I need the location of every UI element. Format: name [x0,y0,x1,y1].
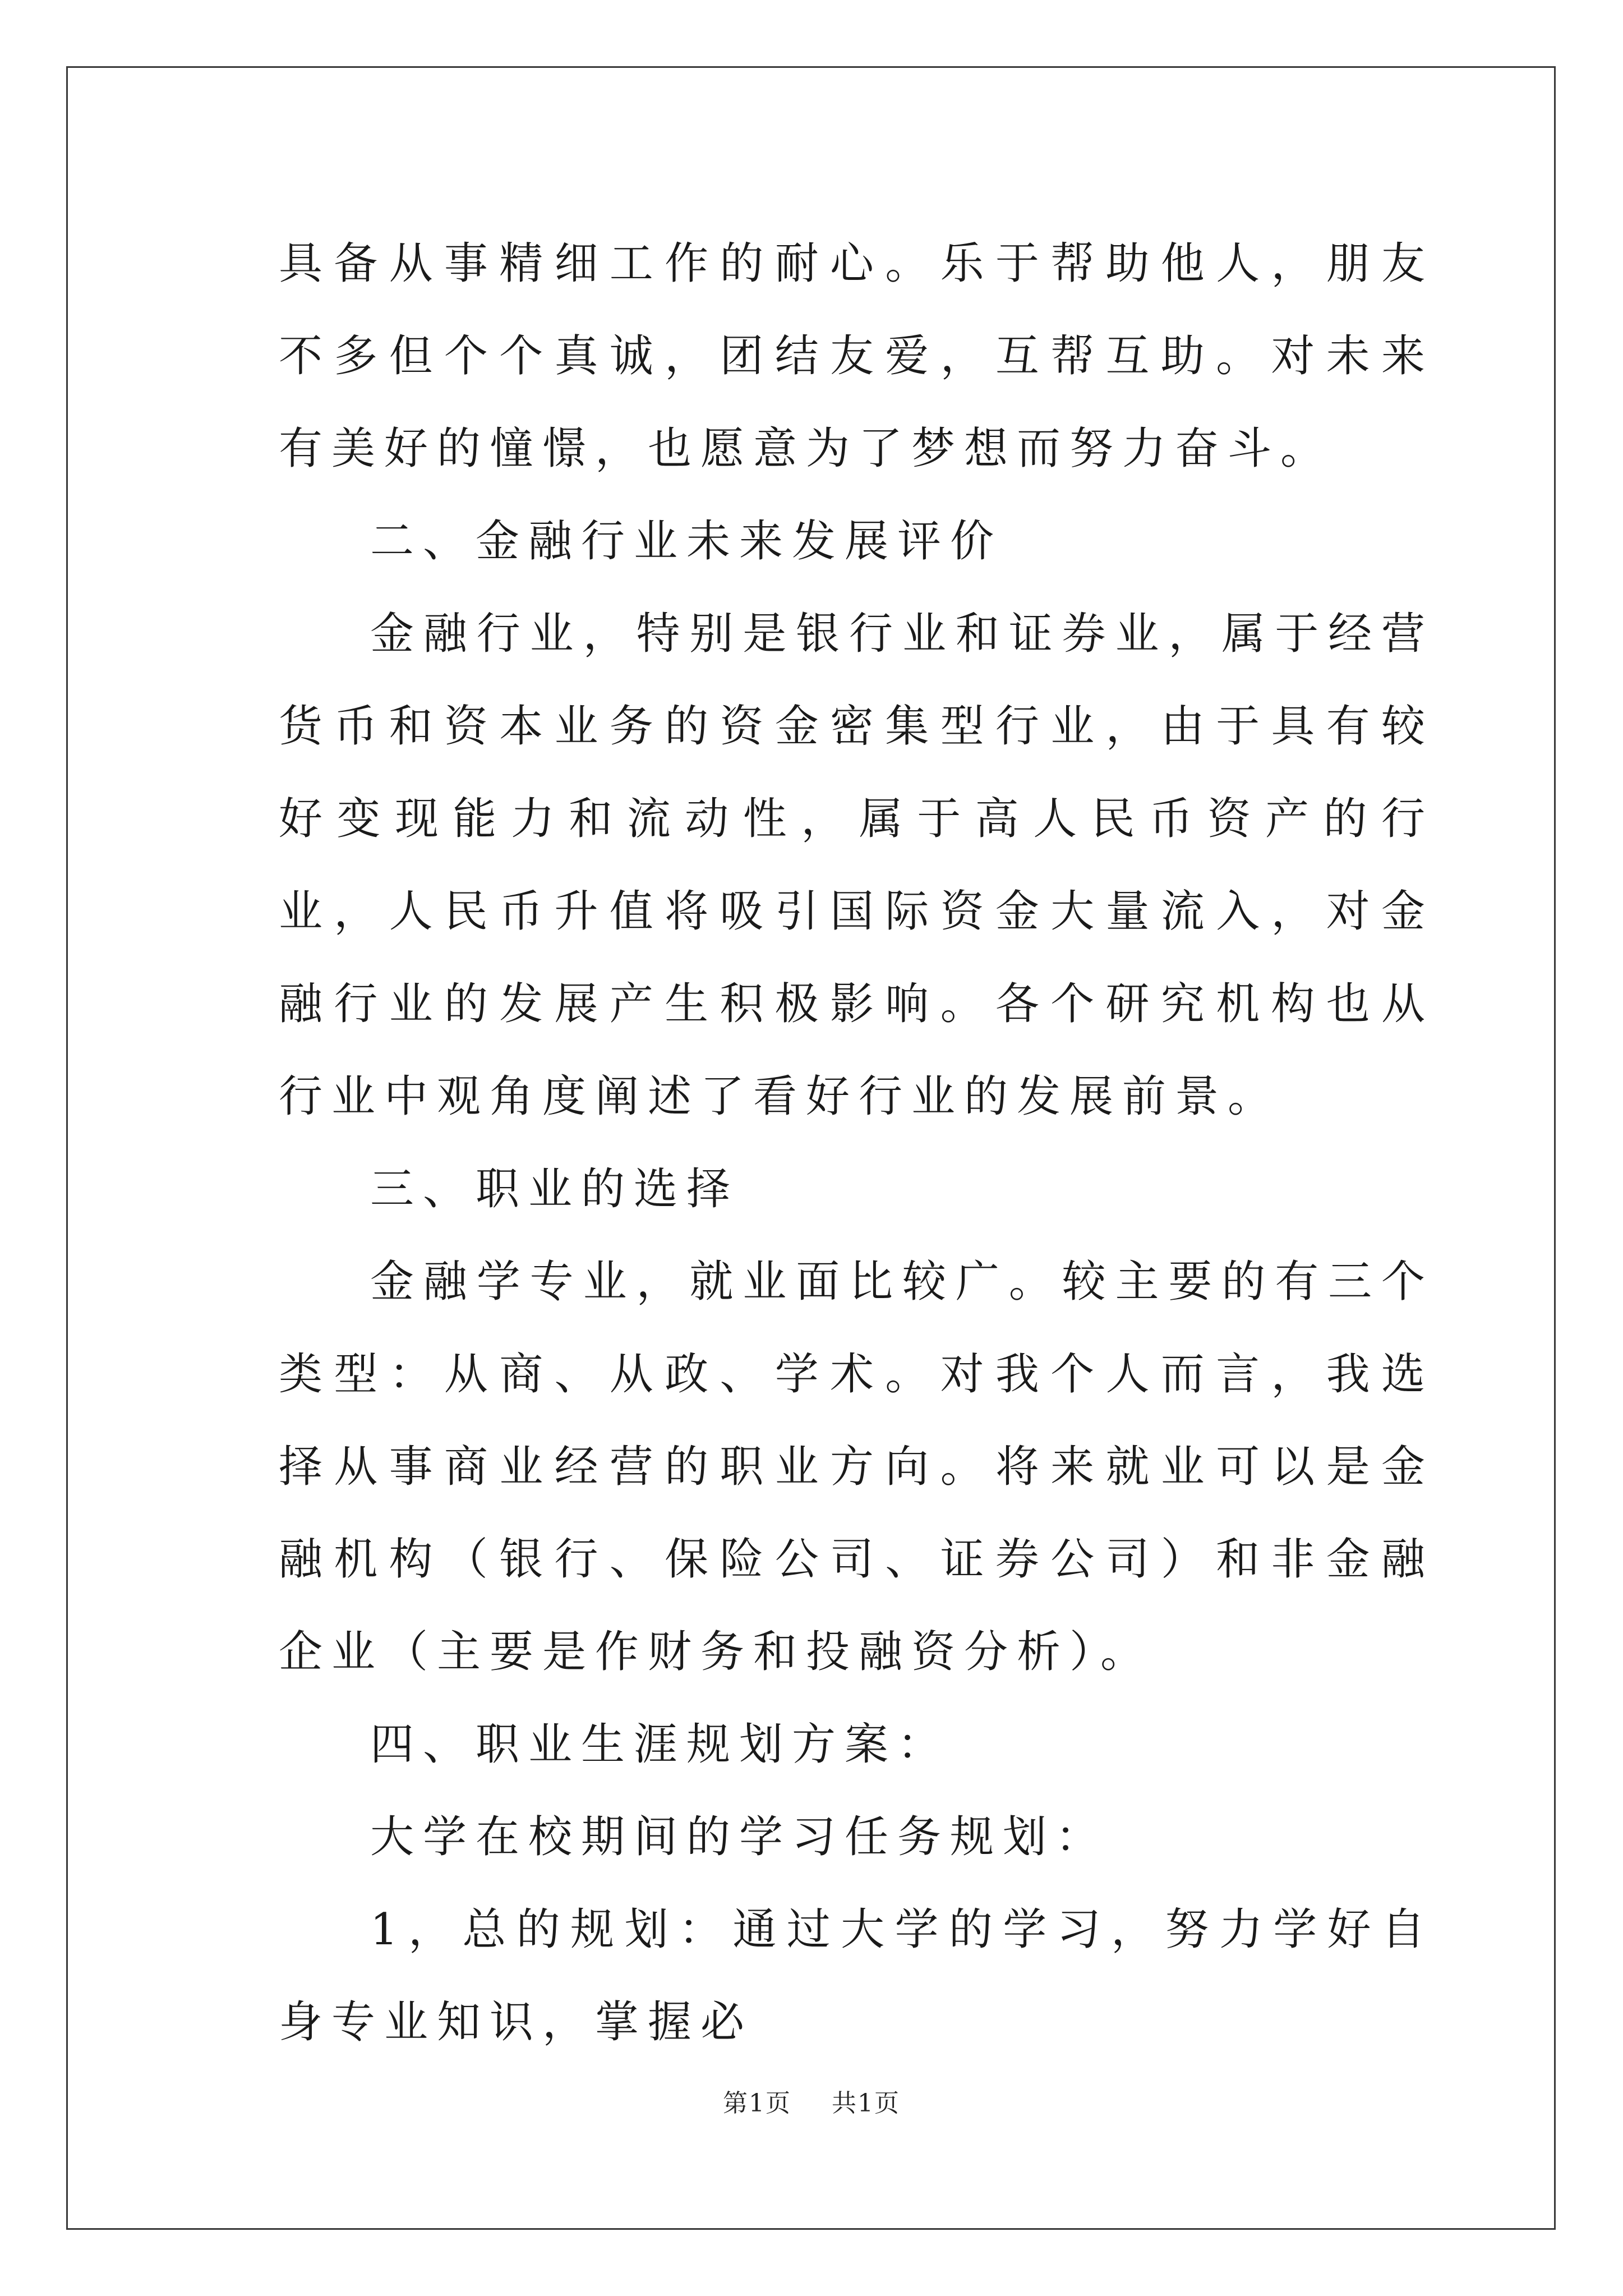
section-heading: 三、职业的选择 [370,1164,740,1214]
section-heading: 二、金融行业未来发展评价 [370,516,1003,567]
paragraph: 金融行业，特别是银行业和证券业，属于经营货币和资本业务的资金密集型行业，由于具有较好变现能力和流动性，属于高人民币资产的行业，人民币升值将吸引国际资金大量流入，对金融行业的发展产生积极影响。各个研究机构也从行业中观角度阐述了看好行业的发展前景。 [279,609,1434,1122]
paragraph: 金融学专业，就业面比较广。较主要的有三个类型：从商、从政、学术。对我个人而言，我选择从事商业经营的职业方向。将来就业可以是金融机构（银行、保险公司、证券公司）和非金融企业（主要是作财务和投融资分析）。 [279,1257,1434,1677]
document-body [279,218,1434,2069]
paragraph: 1，总的规划：通过大学的学习，努力学好自身专业知识，掌握必 [279,1904,1434,2047]
page-number: 第1页 [723,2089,791,2118]
paragraph: 具备从事精细工作的耐心。乐于帮助他人，朋友不多但个个真诚，团结友爱，互帮互助。对未来有美好的憧憬，也愿意为了梦想而努力奋斗。 [279,238,1434,474]
page-total: 共1页 [832,2089,900,2118]
page-footer [0,2083,1623,2119]
subsection-heading: 大学在校期间的学习任务规划： [370,1812,1109,1862]
section-heading: 四、职业生涯规划方案： [370,1719,951,1770]
